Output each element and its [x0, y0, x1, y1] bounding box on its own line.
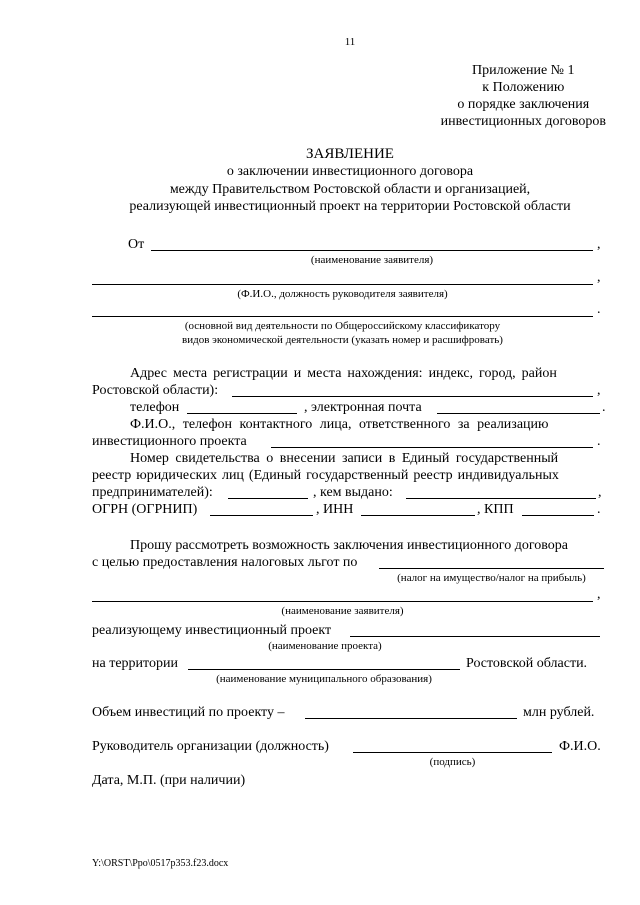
date-label: Дата, М.П. (при наличии) [92, 773, 246, 788]
tax-benefit-field[interactable] [379, 568, 604, 569]
document-subtitle [30, 163, 640, 216]
caption-activity: (основной вид деятельности по Общероссийскому классификатору [184, 320, 501, 332]
investment-amount-field[interactable] [305, 718, 517, 719]
caption-signature: (подпись) [429, 756, 476, 768]
appendix-line: инвестиционных договоров [440, 114, 606, 129]
caption-head-fio: (Ф.И.О., должность руководителя заявителя) [237, 288, 448, 300]
address-label-cont: Ростовской области): [92, 383, 219, 398]
address-label: Адрес места регистрации и места нахождения: индекс, город, район [130, 366, 557, 381]
document-title: ЗАЯВЛЕНИЕ [306, 146, 394, 162]
ogrn-label: ОГРН (ОГРНИП) [92, 502, 198, 517]
registration-label-cont: реестр юридических лиц (Единый государственный реестр индивидуальных [92, 468, 559, 483]
activity-field[interactable] [92, 316, 593, 317]
head-fio-field[interactable] [92, 284, 593, 285]
appendix-block [441, 62, 606, 130]
kpp-label: , КПП [477, 502, 514, 517]
address-field[interactable] [232, 396, 593, 397]
ogrn-field[interactable] [210, 515, 313, 516]
caption-applicant-name: (наименование заявителя) [281, 605, 404, 617]
contact-label-cont: инвестиционного проекта [92, 434, 247, 449]
issued-by-field[interactable] [406, 498, 596, 499]
comma: , [597, 237, 601, 252]
signature-field[interactable] [353, 752, 552, 753]
phone-label: телефон [130, 400, 180, 415]
caption-municipality: (наименование муниципального образования) [216, 673, 432, 685]
request-text-cont: с целью предоставления налоговых льгот по [92, 555, 358, 570]
issued-by-label: , кем выдано: [313, 485, 393, 500]
email-field[interactable] [437, 413, 600, 414]
certificate-number-field[interactable] [228, 498, 308, 499]
comma: , [597, 587, 601, 602]
project-name-field[interactable] [350, 636, 600, 637]
inn-label: , ИНН [316, 502, 354, 517]
region-suffix: Ростовской области. [466, 656, 588, 671]
request-text: Прошу рассмотреть возможность заключения инвестиционного договора [130, 538, 568, 553]
investment-label: Объем инвестиций по проекту – [92, 705, 285, 720]
subtitle-line: между Правительством Ростовской области и организацией, [169, 181, 531, 197]
comma: , [597, 383, 601, 398]
page-number: 11 [344, 36, 356, 48]
phone-field[interactable] [187, 413, 297, 414]
kpp-field[interactable] [522, 515, 594, 516]
appendix-line: о порядке заключения [457, 97, 590, 112]
subtitle-line: о заключении инвестиционного договора [226, 164, 474, 179]
inn-field[interactable] [361, 515, 475, 516]
caption-tax: (налог на имущество/налог на прибыль) [397, 572, 586, 584]
municipality-field[interactable] [188, 669, 460, 670]
comma: , [597, 270, 601, 285]
period: . [597, 302, 601, 317]
contact-field[interactable] [271, 447, 593, 448]
registration-label: Номер свидетельства о внесении записи в Единый государственный [130, 451, 559, 466]
appendix-line: Приложение № 1 [472, 63, 575, 78]
caption-activity: видов экономической деятельности (указать номер и расшифровать) [182, 334, 503, 346]
caption-applicant-name: (наименование заявителя) [310, 254, 434, 266]
from-label: От [128, 237, 145, 252]
file-path: Y:\ORST\Ppo\0517p353.f23.docx [92, 858, 229, 869]
appendix-line: к Положению [482, 80, 565, 95]
period: . [597, 434, 601, 449]
fio-label: Ф.И.О. [559, 739, 601, 754]
comma: , [598, 485, 602, 500]
period: . [597, 502, 601, 517]
email-label: , электронная почта [304, 400, 422, 415]
project-label: реализующему инвестиционный проект [92, 623, 332, 638]
signature-label: Руководитель организации (должность) [92, 739, 329, 754]
contact-label: Ф.И.О., телефон контактного лица, ответственного за реализацию [130, 417, 549, 432]
subtitle-line: реализующей инвестиционный проект на территории Ростовской области [129, 199, 571, 214]
applicant-name-field[interactable] [151, 250, 593, 251]
organization-name-field[interactable] [92, 601, 593, 602]
investment-unit: млн рублей. [523, 705, 595, 720]
territory-label: на территории [92, 656, 178, 671]
period: . [602, 400, 606, 415]
registration-label-cont: предпринимателей): [92, 485, 213, 500]
caption-project: (наименование проекта) [268, 640, 382, 652]
